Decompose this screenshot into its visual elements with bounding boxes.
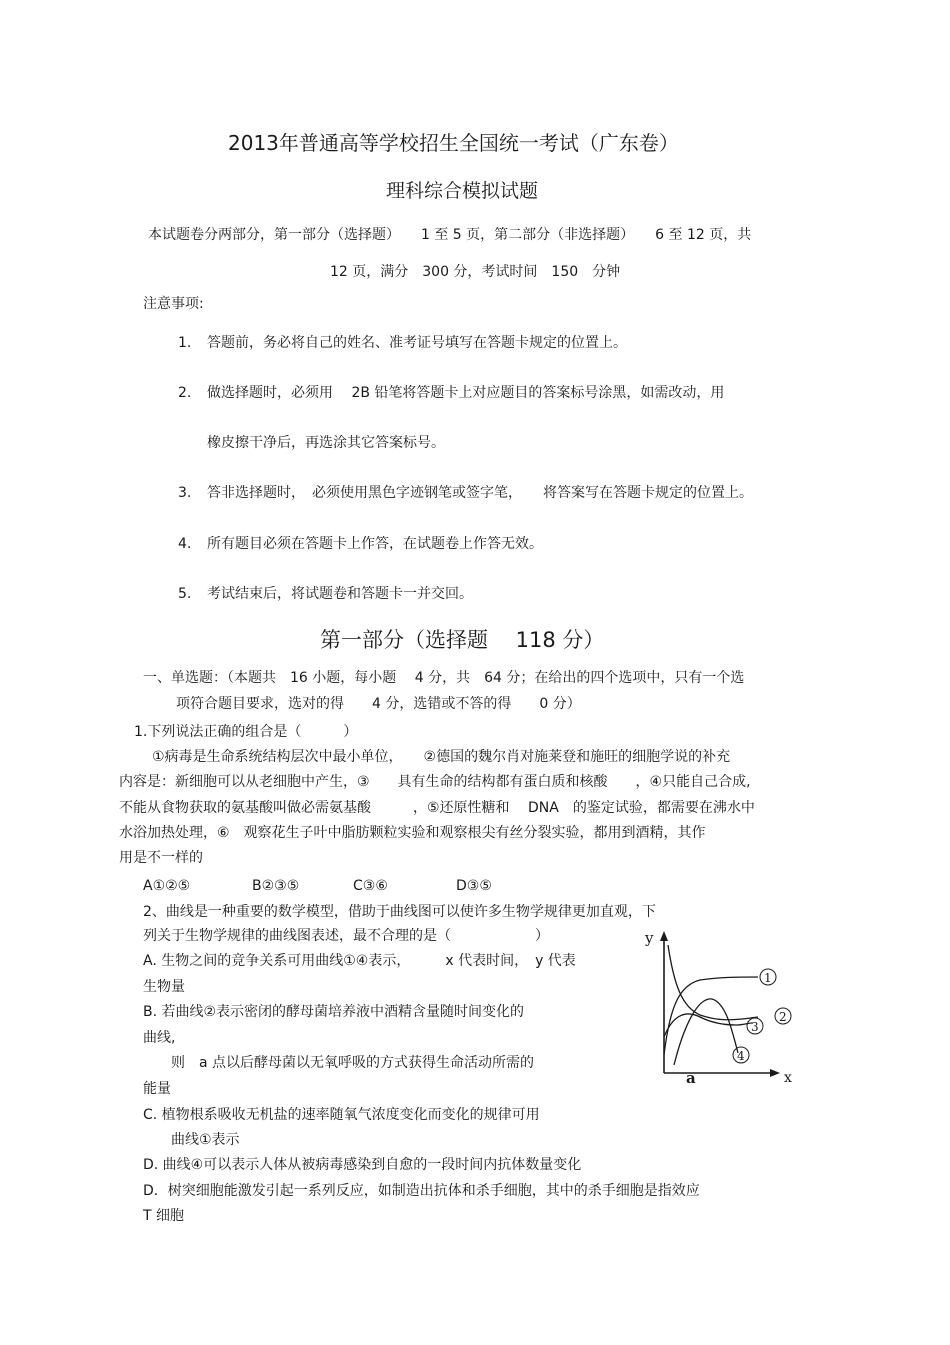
question-2-option-d: D．树突细胞能激发引起一系列反应，如制造出抗体和杀手细胞，其中的杀手细胞是指效应 xyxy=(143,1183,700,1199)
x-axis-label: x xyxy=(784,1070,792,1086)
note-number: 1. xyxy=(178,335,192,351)
note-text: 答题前，务必将自己的姓名、准考证号填写在答题卡规定的位置上。 xyxy=(207,335,627,351)
curve-2 xyxy=(668,945,758,1020)
page-title: 2013年普通高等学校招生全国统一考试（广东卷） xyxy=(228,131,679,155)
curve-1-label: 1 xyxy=(764,971,772,985)
notes-heading: 注意事项: xyxy=(143,296,204,312)
note-number: 2. xyxy=(178,385,192,401)
question-1-stem: 1.下列说法正确的组合是（ ） xyxy=(134,724,358,740)
intro-line-2: 12 页，满分 300 分，考试时间 150 分钟 xyxy=(330,264,621,280)
question-2-option-c: 曲线①表示 xyxy=(171,1132,240,1148)
curve-2-label: 2 xyxy=(779,1010,787,1024)
note-number: 3. xyxy=(178,485,192,501)
question-2-option-b: B. 若曲线②表示密闭的酵母菌培养液中酒精含量随时间变化的 xyxy=(143,1004,525,1020)
question-2-option-d: T 细胞 xyxy=(143,1208,185,1224)
question-2-option-d: D. 曲线④可以表示人体从被病毒感染到自愈的一段时间内抗体数量变化 xyxy=(143,1157,582,1173)
question-2-option-b: 能量 xyxy=(143,1081,171,1097)
question-1-line: 用是不一样的 xyxy=(119,850,203,866)
curve-3-label: 3 xyxy=(751,1020,759,1034)
question-2-stem: 2、曲线是一种重要的数学模型，借助于曲线图可以使许多生物学规律更加直观，下 xyxy=(143,904,656,920)
question-1-line: 内容是：新细胞可以从老细胞中产生，③ 具有生命的结构都有蛋白质和核酸 ，④只能自己合成, xyxy=(119,774,751,790)
question-2-option-b: 曲线, xyxy=(143,1030,176,1046)
note-text: 做选择题时，必须用 2B 铅笔将答题卡上对应题目的答案标号涂黑，如需改动，用 xyxy=(207,385,725,401)
y-axis-arrow xyxy=(660,931,668,941)
note-text: 所有题目必须在答题卡上作答，在试题卷上作答无效。 xyxy=(207,536,543,552)
question-1-option-d: D③⑤ xyxy=(456,878,492,894)
section-instructions-line-1: 一、单选题：（本题共 16 小题，每小题 4 分，共 64 分；在给出的四个选项中，只有一个选 xyxy=(143,670,745,686)
note-number: 5. xyxy=(178,586,192,602)
page-subtitle: 理科综合模拟试题 xyxy=(386,180,539,202)
question-1-line: 不能从食物获取的氨基酸叫做必需氨基酸 ，⑤还原性糖和 DNA 的鉴定试验，都需要在沸水中 xyxy=(119,800,755,816)
note-text: 答非选择题时， 必须使用黑色字迹钢笔或签字笔， 将答案写在答题卡规定的位置上。 xyxy=(207,485,753,501)
question-2-option-a: 生物量 xyxy=(143,979,185,995)
question-1-line: ①病毒是生命系统结构层次中最小单位， ②德国的魏尔肖对施莱登和施旺的细胞学说的补充 xyxy=(152,749,731,765)
question-1-option-b: B②③⑤ xyxy=(252,878,300,894)
note-text: 橡皮擦干净后，再选涂其它答案标号。 xyxy=(207,435,445,451)
question-1-line: 水浴加热处理，⑥ 观察花生子叶中脂肪颗粒实验和观察根尖有丝分裂实验，都用到酒精，其作 xyxy=(119,825,706,841)
note-number: 4. xyxy=(178,536,192,552)
question-2-option-a: A. 生物之间的竞争关系可用曲线①④表示， x 代表时间， y 代表 xyxy=(143,953,576,969)
note-text: 考试结束后，将试题卷和答题卡一并交回。 xyxy=(207,586,473,602)
question-2-option-b: 则 a 点以后酵母菌以无氧呼吸的方式获得生命活动所需的 xyxy=(171,1055,535,1071)
question-2-option-c: C. 植物根系吸收无机盐的速率随氧气浓度变化而变化的规律可用 xyxy=(143,1107,540,1123)
point-a-label: a xyxy=(686,1069,696,1087)
y-axis-label: y xyxy=(645,929,654,947)
question-1-option-a: A①②⑤ xyxy=(143,878,191,894)
question-2-stem: 列关于生物学规律的曲线图表述，最不合理的是（ ） xyxy=(143,928,549,944)
curve-graph xyxy=(640,925,810,1090)
question-1-option-c: C③⑥ xyxy=(353,878,388,894)
curve-4 xyxy=(674,999,738,1065)
section-instructions-line-2: 项符合题目要求，选对的得 4 分，选错或不答的得 0 分） xyxy=(176,696,581,712)
x-axis-arrow xyxy=(770,1069,780,1077)
intro-line-1: 本试题卷分两部分，第一部分（选择题） 1 至 5 页，第二部分（非选择题） 6 至 12 页，共 xyxy=(148,227,752,243)
curve-4-label: 4 xyxy=(737,1049,745,1063)
part1-title: 第一部分（选择题 118 分） xyxy=(320,628,605,652)
